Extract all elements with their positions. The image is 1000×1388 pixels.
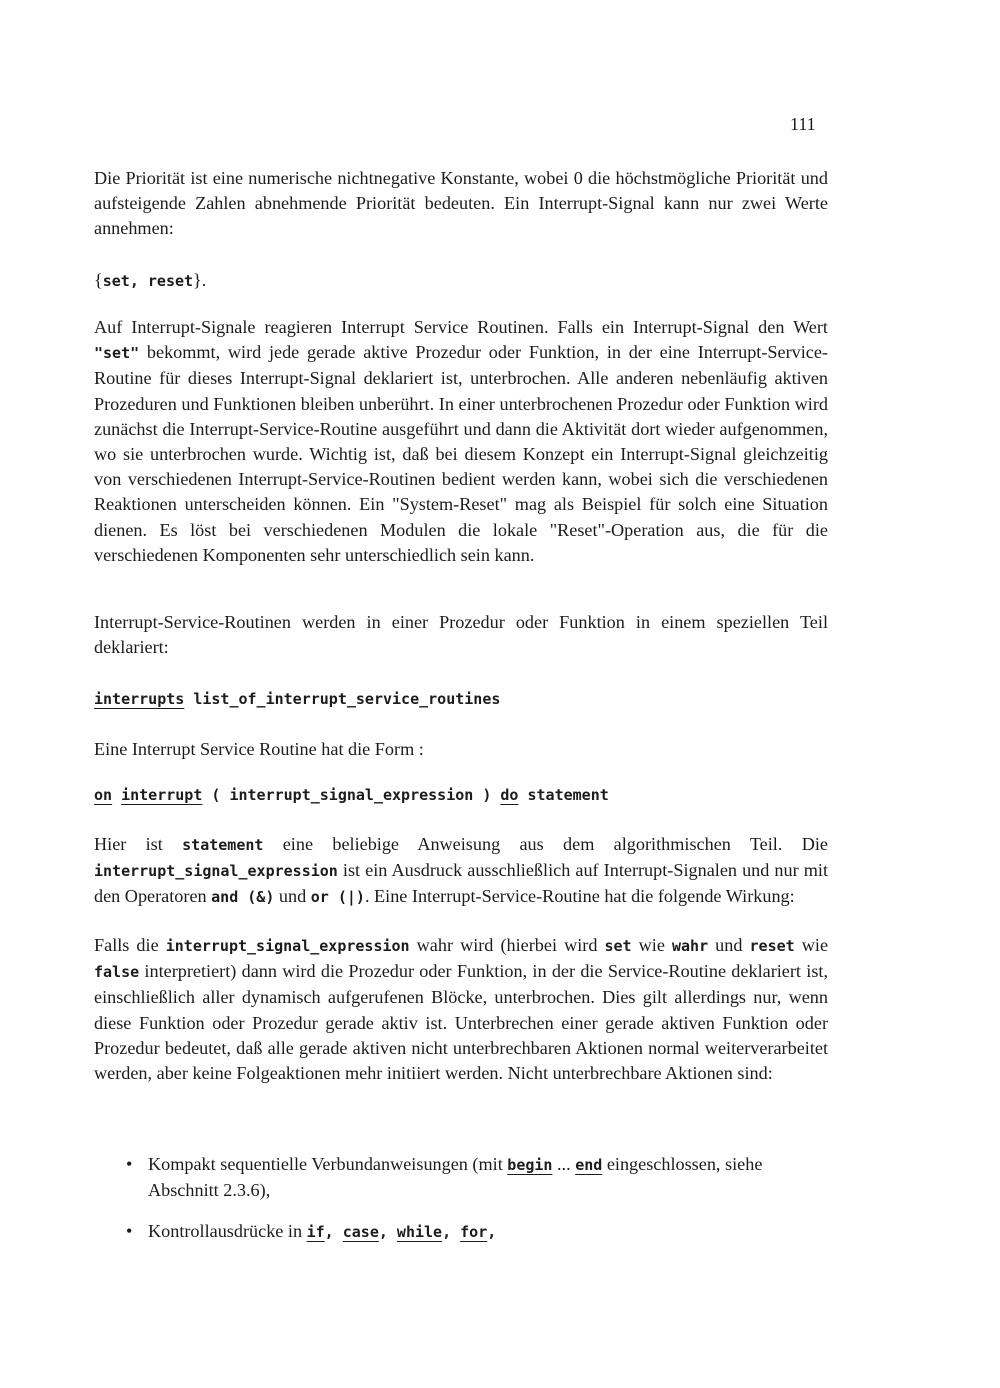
code2-middle: ( interrupt_signal_expression ) <box>202 786 501 804</box>
bullet-icon: • <box>126 1221 133 1242</box>
separator-2: , <box>378 1223 397 1242</box>
paragraph-statement <box>94 832 828 911</box>
para6-text-3: wie <box>631 935 672 955</box>
keyword-on: on <box>94 786 113 804</box>
non-interruptible-actions-list <box>126 1152 832 1246</box>
para6-text-1: Falls die <box>94 935 166 955</box>
set-code: "set" <box>94 344 140 363</box>
keyword-interrupts: interrupts <box>94 690 185 708</box>
separator-1: , <box>324 1223 343 1242</box>
para5-text-1: Hier ist <box>94 834 183 854</box>
keyword-do: do <box>500 786 519 804</box>
code2-tail: statement <box>518 786 609 804</box>
para5-text-4: und <box>274 886 311 907</box>
code-wahr: wahr <box>671 937 709 955</box>
separator-4: , <box>487 1223 497 1242</box>
para2-text-after: bekommt, wird jede gerade aktive Prozedur oder Funktion, in der eine Interrupt-Service-Routine für dieses Interrupt-Signal deklariert ist, unterbrochen. Alle anderen nebenläufig aktiven Prozeduren und Funktionen bleiben unberührt. In einer unterbrochenen Prozedur oder Funktion wird zunächst die Interrupt-Service-Routine ausgeführt und dann die Aktivität dort wieder aufgenommen, wo sie unterbrochen wurde. Wichtig ist, daß bei diesem Konzept ein Interrupt-Signal gleichzeitig von verschiedenen Interrupt-Service-Routinen bedient werden kann, wobei sich die verschiedenen Reaktionen unterscheiden können. Ein "System-Reset" mag als Beispiel für solch eine Situation dienen. Es löst bei verschiedenen Modulen die lokale "Reset"-Operation aus, die für die verschiedenen Komponenten sehr unterschiedlich sein kann. <box>94 342 828 565</box>
brace-close: }. <box>193 270 207 290</box>
code-and-operator: and (&) <box>211 888 275 907</box>
code-interrupts-declaration <box>94 690 500 708</box>
keyword-end: end <box>575 1156 603 1174</box>
keyword-interrupt: interrupt <box>121 786 203 804</box>
code-on-interrupt <box>94 786 609 804</box>
keyword-for: for <box>460 1223 488 1242</box>
para6-text-5: wie <box>794 935 829 955</box>
para6-text-4: und <box>708 935 750 955</box>
item1-text-2: ... <box>552 1154 576 1174</box>
paragraph-declaration: Interrupt-Service-Routinen werden in einer Prozedur oder Funktion in einem speziellen Teil deklariert: <box>94 612 828 658</box>
item2-text-1: Kontrollausdrücke in <box>148 1221 307 1242</box>
item1-text-1: Kompakt sequentielle Verbundanweisungen (mit <box>148 1154 508 1174</box>
page-number: 111 <box>790 114 816 134</box>
code-statement: statement <box>182 836 264 854</box>
code-reset: reset <box>749 937 795 955</box>
code-interrupt-signal-expression-2: interrupt_signal_expression <box>165 937 410 955</box>
code1-rest: list_of_interrupt_service_routines <box>184 690 501 708</box>
item1-text-3: eingeschlossen, siehe Abschnitt 2.3.6), <box>148 1154 763 1201</box>
code-false: false <box>94 963 140 982</box>
keyword-case: case <box>342 1223 379 1242</box>
set-reset-code: set, reset <box>102 272 194 290</box>
paragraph-effect <box>94 933 828 1086</box>
keyword-if: if <box>306 1223 325 1242</box>
set-values-line <box>94 268 828 294</box>
para6-text-6: interpretiert) dann wird die Prozedur oder Funktion, in der die Service-Routine deklariert ist, einschließlich aller dynamisch aufgerufenen Blöcke, unterbrochen. Dies gilt allerdings nur, wenn diese Funktion oder Prozedur gerade aktiv ist. Unterbrechen einer gerade aktiven Funktion oder Prozedur bedeutet, daß alle gerade aktiven nicht unterbrechbaren Aktionen normal weiterverarbeitet werden, aber keine Folgeaktionen mehr initiiert werden. Nicht unterbrechbare Aktionen sind: <box>94 961 828 1084</box>
bullet-icon: • <box>126 1154 133 1174</box>
list-item <box>126 1152 832 1203</box>
keyword-while: while <box>396 1223 443 1242</box>
code-set: set <box>604 937 632 955</box>
para2-text-before: Auf Interrupt-Signale reagieren Interrupt Service Routinen. Falls ein Interrupt-Signal den Wert <box>94 317 828 337</box>
code-or-operator: or (|) <box>310 888 365 907</box>
para5-text-5: . Eine Interrupt-Service-Routine hat die folgende Wirkung: <box>364 886 795 907</box>
paragraph-priority: Die Priorität ist eine numerische nichtnegative Konstante, wobei 0 die höchstmögliche Priorität und aufsteigende Zahlen abnehmende Priorität bedeuten. Ein Interrupt-Signal kann nur zwei Werte annehmen: <box>94 168 828 239</box>
para5-text-2: eine beliebige Anweisung aus dem algorithmischen Teil. Die <box>263 834 828 854</box>
brace-open: { <box>94 270 103 290</box>
para5-text-3: ist ein Ausdruck ausschließlich auf Interrupt-Signalen und nur mit den Operatoren <box>94 860 828 907</box>
para6-text-2: wahr wird (hierbei wird <box>409 935 605 955</box>
code-interrupt-signal-expression: interrupt_signal_expression <box>94 862 338 881</box>
paragraph-interrupt-signals <box>94 315 828 568</box>
list-item <box>126 1219 832 1245</box>
keyword-begin: begin <box>507 1156 553 1174</box>
paragraph-form: Eine Interrupt Service Routine hat die Form : <box>94 739 424 759</box>
separator-3: , <box>442 1223 461 1242</box>
